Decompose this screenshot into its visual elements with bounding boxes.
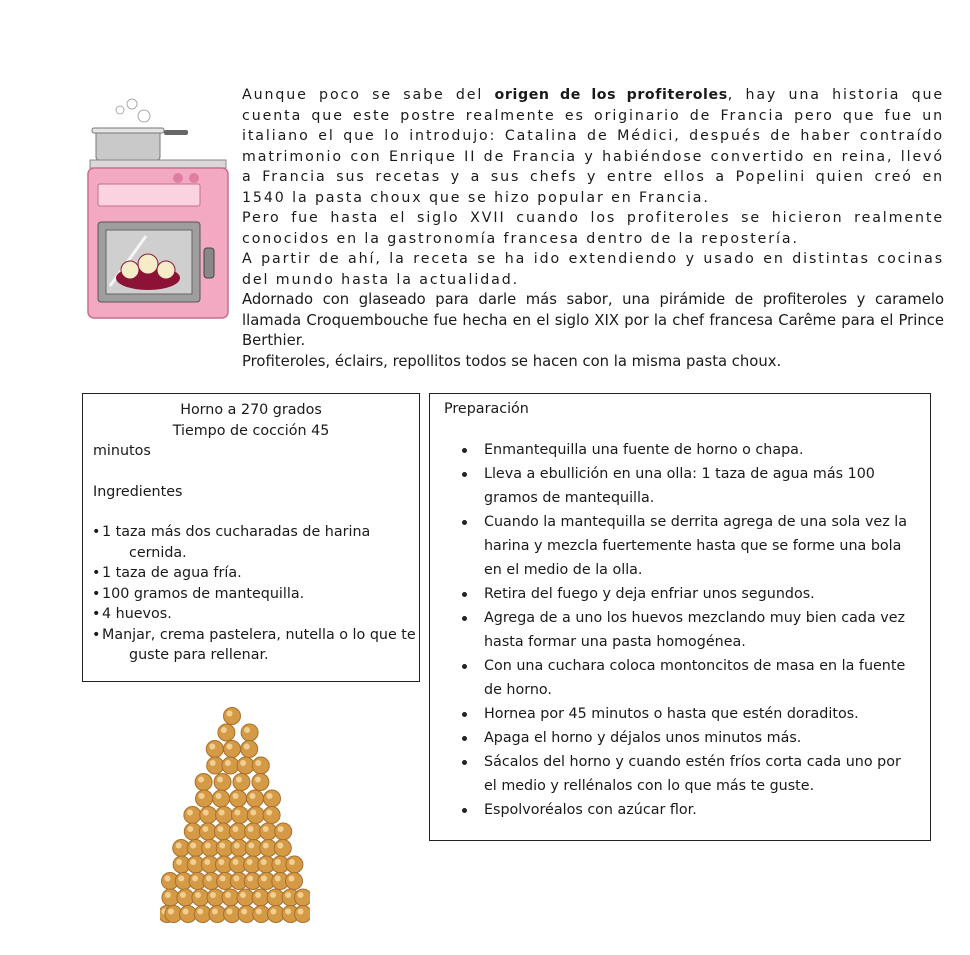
puff-highlight: [255, 777, 261, 783]
puff-highlight: [247, 859, 253, 865]
puff-highlight: [180, 892, 186, 898]
profiterole-puff: [216, 807, 233, 824]
profiterole-puff: [252, 774, 269, 791]
profiterole-puff: [241, 741, 258, 758]
puff-highlight: [165, 892, 171, 898]
profiterole-puff: [286, 856, 303, 873]
ingredients-list: [83, 522, 419, 666]
puff-highlight: [227, 744, 233, 750]
puff-highlight: [218, 859, 224, 865]
profiterole-puff: [230, 823, 247, 840]
intro-paragraph-5: Profiteroles, éclairs, repollitos todos se hacen con la misma pasta choux.: [242, 352, 782, 370]
puff-highlight: [240, 760, 246, 766]
profiterole-puff: [214, 774, 231, 791]
puff-highlight: [209, 744, 215, 750]
profiterole-puff: [260, 823, 277, 840]
puff-highlight: [217, 826, 223, 832]
puff-highlight: [255, 892, 261, 898]
puff-highlight: [233, 793, 239, 799]
puff-highlight: [190, 859, 196, 865]
puff-highlight: [178, 876, 184, 882]
oven-temperature: Horno a 270 grados: [180, 402, 322, 418]
puff-highlight: [225, 892, 231, 898]
profiterole-puff: [245, 823, 262, 840]
intro-bold-phrase: origen de los profiteroles: [494, 87, 728, 103]
profiterole-puff: [275, 823, 292, 840]
list-item: Espolvoréalos con azúcar flor.: [484, 798, 930, 822]
oven-with-pot-illustration: [86, 96, 230, 324]
puff-highlight: [250, 793, 256, 799]
profiterole-puff: [218, 724, 235, 741]
puff-highlight: [275, 859, 281, 865]
puff-highlight: [275, 876, 281, 882]
profiterole-puff: [196, 790, 213, 807]
profiterole-puff: [252, 757, 269, 774]
profiterole-puff: [237, 889, 254, 906]
intro-paragraph-4: Adornado con glaseado para darle más sabor, una pirámide de profiteroles y caramelo llamada Croquembouche fue hecha en el siglo XIX por la chef francesa Carême para el Prince Berthier.: [242, 291, 944, 349]
list-item: Hornea por 45 minutos o hasta que estén doraditos.: [484, 702, 930, 726]
puff-highlight: [210, 892, 216, 898]
puff-highlight: [298, 892, 304, 898]
puff-highlight: [168, 909, 174, 915]
profiterole-puff: [233, 774, 250, 791]
puff-highlight: [240, 892, 246, 898]
puff-highlight: [225, 760, 231, 766]
puff-highlight: [199, 793, 205, 799]
puff-highlight: [187, 810, 193, 816]
profiterole-puff: [184, 823, 201, 840]
puff-highlight: [204, 859, 210, 865]
profiterole-puff: [195, 774, 212, 791]
puff-highlight: [221, 727, 227, 733]
puff-highlight: [206, 876, 212, 882]
profiterole-puff: [184, 807, 201, 824]
intro-paragraph-1: Aunque poco se sabe del origen de los profiteroles, hay una historia que cuenta que este postre realmente es originario de Francia pero que fue un italiano el que lo introdujo: Catalina de Médici, después de haber contraído matrimonio con Enrique II de Francia y habiéndose convertido en reina, llevó a Francia sus recetas y a sus chefs y entre ellos a Popelini quien creó en 1540 la pasta choux que se hizo popular en Francia.: [242, 87, 945, 206]
list-item: Cuando la mantequilla se derrita agrega de una sola vez la harina y mezcla fuertemente hasta que se forme una bola en el medio de la olla.: [484, 510, 930, 582]
profiterole-puff: [192, 889, 209, 906]
puff-highlight: [234, 810, 240, 816]
puff-highlight: [203, 810, 209, 816]
croquembouche-illustration: [160, 700, 310, 932]
list-item: • 1 taza de agua fría.: [92, 565, 242, 581]
puff-highlight: [187, 826, 193, 832]
puff-highlight: [241, 909, 247, 915]
intro-paragraph-3: A partir de ahí, la receta se ha ido extendiendo y usado en distintas cocinas del mundo hasta la actualidad.: [242, 251, 944, 288]
profiterole-puff: [214, 823, 231, 840]
list-item: Lleva a ebullición en una olla: 1 taza de agua más 100 gramos de mantequilla.: [484, 462, 930, 510]
puff-highlight: [285, 892, 291, 898]
puff-highlight: [298, 909, 304, 915]
profiterole-puff: [206, 741, 223, 758]
puff-highlight: [219, 843, 225, 849]
puff-highlight: [190, 843, 196, 849]
profiterole-puff: [230, 790, 247, 807]
puff-highlight: [236, 777, 242, 783]
puff-highlight: [233, 876, 239, 882]
puff-highlight: [216, 793, 222, 799]
profiterole-puff: [222, 889, 239, 906]
puff-highlight: [234, 843, 240, 849]
list-item: Con una cuchara coloca montoncitos de masa en la fuente de horno.: [484, 654, 930, 702]
puff-highlight: [176, 843, 182, 849]
puff-highlight: [263, 843, 269, 849]
puff-highlight: [285, 909, 291, 915]
puff-highlight: [278, 826, 284, 832]
profiterole-puff: [177, 889, 194, 906]
profiterole-puff: [241, 724, 258, 741]
profiterole-puff: [237, 757, 254, 774]
puff-highlight: [267, 793, 273, 799]
cooking-time-unit: minutos: [93, 443, 151, 459]
profiterole-puff: [199, 823, 216, 840]
puff-highlight: [244, 744, 250, 750]
puff-highlight: [261, 876, 267, 882]
puff-highlight: [277, 843, 283, 849]
profiterole-puff: [207, 757, 224, 774]
profiterole-puff: [213, 790, 230, 807]
profiterole-puff: [247, 790, 264, 807]
puff-highlight: [233, 826, 239, 832]
list-item: Retira del fuego y deja enfriar unos segundos.: [484, 582, 930, 606]
list-item: • 4 huevos.: [92, 606, 172, 622]
profiterole-puff: [264, 790, 281, 807]
puff-highlight: [263, 826, 269, 832]
list-item: Agrega de a uno los huevos mezclando muy bien cada vez hasta formar una pasta homogénea.: [484, 606, 930, 654]
puff-highlight: [205, 843, 211, 849]
preparation-steps-list: [430, 438, 930, 822]
intro-paragraph-2: Pero fue hasta el siglo XVII cuando los profiteroles se hicieron realmente conocidos en la gastronomía francesa dentro de la repostería.: [242, 210, 944, 247]
list-item: • Manjar, crema pastelera, nutella o lo que te guste para rellenar.: [92, 626, 416, 663]
puff-highlight: [289, 876, 295, 882]
profiterole-puff: [224, 741, 241, 758]
puff-highlight: [192, 876, 198, 882]
profiterole-puff: [263, 807, 280, 824]
puff-highlight: [195, 892, 201, 898]
puff-highlight: [248, 843, 254, 849]
puff-highlight: [270, 909, 276, 915]
list-item: • 1 taza más dos cucharadas de harina cernida.: [92, 524, 371, 561]
profiterole-puff: [200, 807, 217, 824]
puff-highlight: [176, 859, 182, 865]
puff-highlight: [256, 909, 262, 915]
puff-highlight: [219, 810, 225, 816]
puff-highlight: [220, 876, 226, 882]
puff-highlight: [227, 711, 233, 717]
profiterole-puff: [247, 807, 264, 824]
puff-highlight: [198, 777, 204, 783]
puff-highlight: [270, 892, 276, 898]
puff-highlight: [202, 826, 208, 832]
puff-highlight: [183, 909, 189, 915]
profiterole-puff: [224, 708, 241, 725]
puff-highlight: [165, 876, 171, 882]
list-item: Enmantequilla una fuente de horno o chapa.: [484, 438, 930, 462]
puff-highlight: [233, 859, 239, 865]
profiterole-puff: [295, 906, 311, 923]
profiterole-puff: [231, 807, 248, 824]
puff-highlight: [197, 909, 203, 915]
puff-highlight: [212, 909, 218, 915]
list-item: Apaga el horno y déjalos unos minutos más.: [484, 726, 930, 750]
ingredients-box: [82, 393, 420, 682]
list-item: Sácalos del horno y cuando estén fríos corta cada uno por el medio y rellénalos con lo que más te guste.: [484, 750, 930, 798]
profiterole-puff: [207, 889, 224, 906]
preparation-box: [429, 393, 931, 841]
puff-highlight: [210, 760, 216, 766]
list-item: • 100 gramos de mantequilla.: [92, 585, 305, 602]
ingredients-title: Ingredientes: [93, 483, 183, 500]
puff-highlight: [266, 810, 272, 816]
puff-highlight: [255, 760, 261, 766]
profiterole-puff: [222, 757, 239, 774]
preparation-title: Preparación: [444, 401, 529, 417]
profiterole-puff: [162, 889, 179, 906]
profiterole-puff: [274, 840, 291, 857]
puff-highlight: [217, 777, 223, 783]
profiterole-puff: [295, 889, 311, 906]
profiterole-puff: [286, 873, 303, 890]
puff-highlight: [244, 727, 250, 733]
puff-highlight: [248, 826, 254, 832]
cooking-time: Tiempo de cocción 45: [172, 422, 330, 439]
puff-highlight: [247, 876, 253, 882]
profiterole-puff: [252, 889, 269, 906]
puff-highlight: [261, 859, 267, 865]
puff-highlight: [227, 909, 233, 915]
puff-highlight: [250, 810, 256, 816]
puff-highlight: [289, 859, 295, 865]
profiterole-puff: [267, 889, 284, 906]
intro-text: [242, 85, 944, 372]
